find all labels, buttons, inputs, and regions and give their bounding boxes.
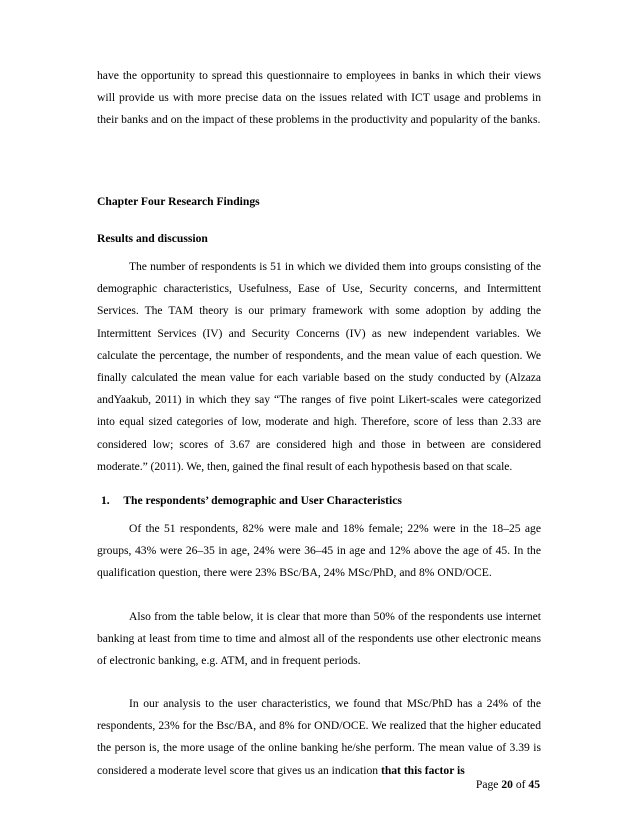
chapter-heading: Chapter Four Research Findings [97,195,260,208]
internet-banking-paragraph: Also from the table below, it is clear that more than 50% of the respondents use internet banking at least from time to time and almost all of the respondents use other electronic means of electronic banking, e.g. ATM, and in frequent periods. [97,610,541,668]
page-label: Page [475,778,499,791]
user-characteristics-text: In our analysis to the user characteristics, we found that MSc/PhD has a 24% of the respondents, 23% for the Bsc/BA, and 8% for OND/OCE. We realized that the higher educated the person is, the more usage of the online banking he/she perform. The mean value of 3.39 is considered a moderate level score that gives us an indication [97,697,541,777]
subheading-number: 1. [101,494,110,507]
current-page-number: 20 [501,778,513,791]
results-paragraph: The number of respondents is 51 in which we divided them into groups consisting of the demographic characteristics, Usefulness, Ease of Use, Security concerns, and Intermittent Services. The TAM theory is our primary framework with some adoption by adding the Intermittent Services (IV) and Security Concerns (IV) as new independent variables. We calculate the percentage, the number of respondents, and the mean value of each question. We finally calculated the mean value for each variable based on the study conducted by (Alzaza andYaakub, 2011) in which they say “The ranges of five point Likert-scales were categorized into equal sized categories of low, moderate and high. Therefore, score of less than 2.33 are considered low; scores of 3.67 are considered high and those in between are considered moderate.” (2011). We, then, gained the final result of each hypothesis based on that scale. [97,260,541,473]
subheading-text: The respondents’ demographic and User Characteristics [123,494,402,507]
page-of-label: of [515,778,526,791]
user-characteristics-paragraph [97,693,541,782]
intro-paragraph: have the opportunity to spread this questionnaire to employees in banks in which their views will provide us with more precise data on the issues related with ICT usage and problems in their banks and on the impact of these problems in the productivity and popularity of the banks. [97,69,541,127]
demographics-paragraph: Of the 51 respondents, 82% were male and 18% female; 22% were in the 18–25 age groups, 43% were 26–35 in age, 24% were 36–45 in age and 12% above the age of 45. In the qualification question, there were 23% BSc/BA, 24% MSc/PhD, and 8% OND/OCE. [97,522,541,580]
total-pages-number: 45 [528,778,540,791]
section-heading: Results and discussion [97,232,208,245]
user-characteristics-bold-text: that this factor is [380,763,465,777]
page-number-footer [476,777,540,793]
numbered-subheading [101,490,541,512]
